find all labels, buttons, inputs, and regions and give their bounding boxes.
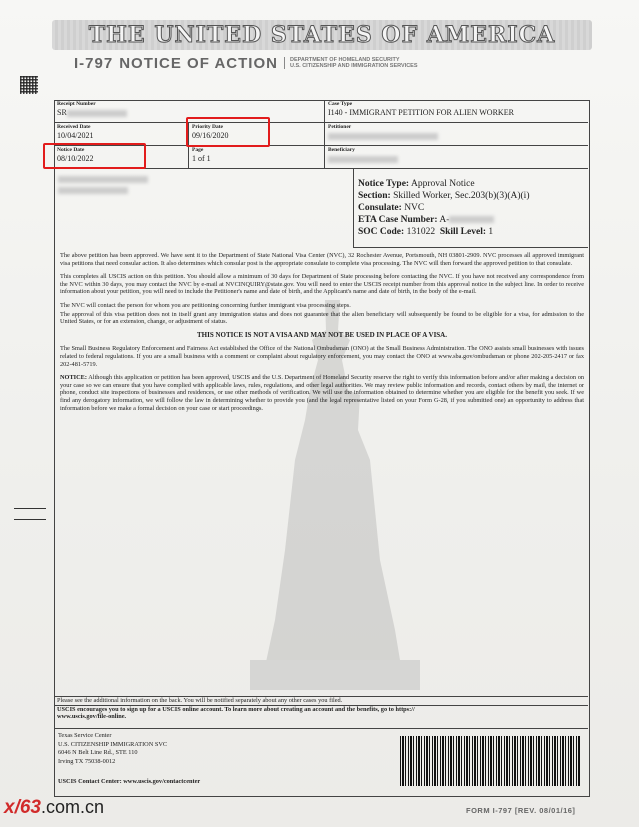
section-value: Skilled Worker, Sec.203(b)(3)(A)(i) <box>393 191 530 201</box>
redacted-mark <box>58 176 148 183</box>
received-date-label: Received Date <box>57 124 91 130</box>
svc-line-1: Texas Service Center <box>58 732 112 739</box>
site-watermark-logo <box>4 797 104 819</box>
skill-label: Skill Level: <box>439 227 486 237</box>
form-revision: FORM I-797 [REV. 08/01/16] <box>466 806 576 815</box>
file-online-link[interactable]: www.uscis.gov/file-online. <box>57 713 127 721</box>
dept-line-1: DEPARTMENT OF HOMELAND SECURITY <box>289 57 400 63</box>
redacted-mark <box>449 216 494 223</box>
paragraph-1: The above petition has been approved. We have sent it to the Department of State National Visa Center (NVC), 32 Rochester Avenue, Portsmouth, NH 03801-2909. NVC processes all approved immigrant visa petitions that need consular action. It also determines which consular post is the appropriate consulate to complete visa processing. The NVC will then forward the approved petition to that consulate. <box>60 252 584 267</box>
department-text <box>284 57 418 69</box>
page-label: Page <box>192 147 204 153</box>
notice-body <box>60 252 584 418</box>
consulate-value: NVC <box>404 203 425 213</box>
received-date-cell <box>54 123 189 145</box>
paragraph-3: The NVC will contact the person for whom you are petitioning concerning further immigrant visa processing steps. <box>60 301 351 309</box>
site-brand: x/63 <box>4 797 41 818</box>
notice-date-label: Notice Date <box>57 147 85 153</box>
barcode-icon <box>400 736 580 786</box>
soc-label: SOC Code: <box>358 227 405 237</box>
online-account-line <box>54 705 588 721</box>
online-account-text: USCIS encourages you to sign up for a USCIS online account. To learn more about creating an account and the benefits, go to https:// <box>57 705 415 713</box>
svc-line-3: 6046 N Belt Line Rd., STE 110 <box>58 749 138 756</box>
notice-title: NOTICE OF ACTION <box>119 54 278 72</box>
divider <box>54 728 588 729</box>
priority-date-highlight <box>186 117 270 147</box>
case-type-value: I140 - IMMIGRANT PETITION FOR ALIEN WORKER <box>328 108 514 117</box>
additional-info-line: Please see the additional information on the back. You will be notified separately about any other cases you filed. <box>54 696 588 705</box>
petitioner-label: Petitioner <box>328 124 352 130</box>
case-type-cell <box>325 100 588 122</box>
beneficiary-label: Beneficiary <box>328 147 355 153</box>
notice-date-highlight <box>43 143 146 169</box>
redacted-mark <box>67 110 127 117</box>
petitioner-cell <box>325 123 588 145</box>
svc-line-2: U.S. CITIZENSHIP IMMIGRATION SVC <box>58 740 168 748</box>
page-cell <box>189 146 325 168</box>
priority-date-value: 09/16/2020 <box>192 131 229 140</box>
receipt-number-label: Receipt Number <box>57 101 96 107</box>
dept-line-2: U.S. CITIZENSHIP AND IMMIGRATION SERVICES <box>289 63 418 69</box>
eta-label: ETA Case Number: <box>358 215 438 225</box>
notice-header <box>74 54 418 72</box>
received-date-value: 10/04/2021 <box>57 131 94 140</box>
notice-type-box <box>353 168 588 248</box>
service-center-address <box>58 732 258 766</box>
page-value: 1 of 1 <box>192 154 211 163</box>
paragraph-4: The approval of this visa petition does not in itself grant any immigration status and does not guarantee that the alien beneficiary will subsequently be found to be eligible for a visa, for admission to the United States, or for an extension, change, or adjustment of status. <box>60 310 584 326</box>
receipt-number-value: SR <box>57 108 67 117</box>
redacted-mark <box>58 187 128 194</box>
redacted-mark <box>328 156 398 163</box>
notice-date-value: 08/10/2022 <box>57 154 94 163</box>
eta-value: A- <box>439 215 450 225</box>
notice-type-value: Approval Notice <box>410 179 475 189</box>
fields-row-1 <box>54 100 588 123</box>
redacted-address <box>58 176 218 196</box>
priority-date-label: Priority Date <box>192 124 223 130</box>
paragraph-6 <box>60 374 584 412</box>
consulate-label: Consulate: <box>358 203 402 213</box>
paragraph-6-text: Although this application or petition has been approved, USCIS and the U.S. Department of Homeland Security reserve the right to verify this information before and/or after making a decision on your case so we can ensure that you have complied with applicable laws, rules, regulations, and other legal authorities. We may review public information and records, contact others by mail, the internet or phone, conduct site inspections of businesses and residences, or use other methods of verification. We will use the information obtained to determine whether you are eligible for the benefit you seek. If we find any derogatory information, we will follow the law in determining whether to provide you (and the legal representative listed on your Form G-28, if you submitted one) an opportunity to address that information before we make a formal decision on your case or start proceedings. <box>60 374 584 412</box>
not-a-visa-statement: THIS NOTICE IS NOT A VISA AND MAY NOT BE USED IN PLACE OF A VISA. <box>196 330 447 339</box>
svc-line-4: Irving TX 75038-0012 <box>58 757 116 765</box>
bottom-info <box>54 696 588 721</box>
beneficiary-cell <box>325 146 588 168</box>
form-number: I-797 <box>74 54 114 72</box>
case-type-label: Case Type <box>328 101 353 107</box>
notice-type-label: Notice Type: <box>358 179 410 189</box>
section-label: Section: <box>358 191 391 201</box>
site-domain: .com.cn <box>40 797 105 817</box>
redacted-mark <box>328 133 438 140</box>
notice-label: NOTICE: <box>60 374 87 382</box>
edge-marks <box>14 508 46 530</box>
skill-value: 1 <box>488 227 494 237</box>
qr-code-icon <box>20 76 38 94</box>
soc-value: 131022 <box>406 227 436 237</box>
contact-center-line: USCIS Contact Center: www.uscis.gov/contactcenter <box>58 778 201 785</box>
paragraph-5: The Small Business Regulatory Enforcement and Fairness Act established the Office of the National Ombudsman (ONO) at the Small Business Administration. The ONO assists small businesses with issues related to federal regulations. If you are a small business with a comment or complaint about regulatory enforcement, you may contact the ONO at www.sba.gov/ombudsman or phone 202-205-2417 or fax 202-481-5719. <box>60 345 584 368</box>
paragraph-2: This completes all USCIS action on this petition. You should allow a minimum of 30 days for Department of State processing before contacting the NVC. If you have not received any correspondence from the NVC within 30 days, you may contact the NVC by e-mail at NVCINQUIRY@state.gov. You will need to enter the USCIS receipt number from this approval notice in the subject line. In order to receive information about your petition, you will need to include the Petitioner's name and date of birth, and the Applicant's name and date of birth, in the body of the e-mail. <box>60 273 584 296</box>
banner-title: THE UNITED STATES OF AMERICA <box>52 20 592 50</box>
